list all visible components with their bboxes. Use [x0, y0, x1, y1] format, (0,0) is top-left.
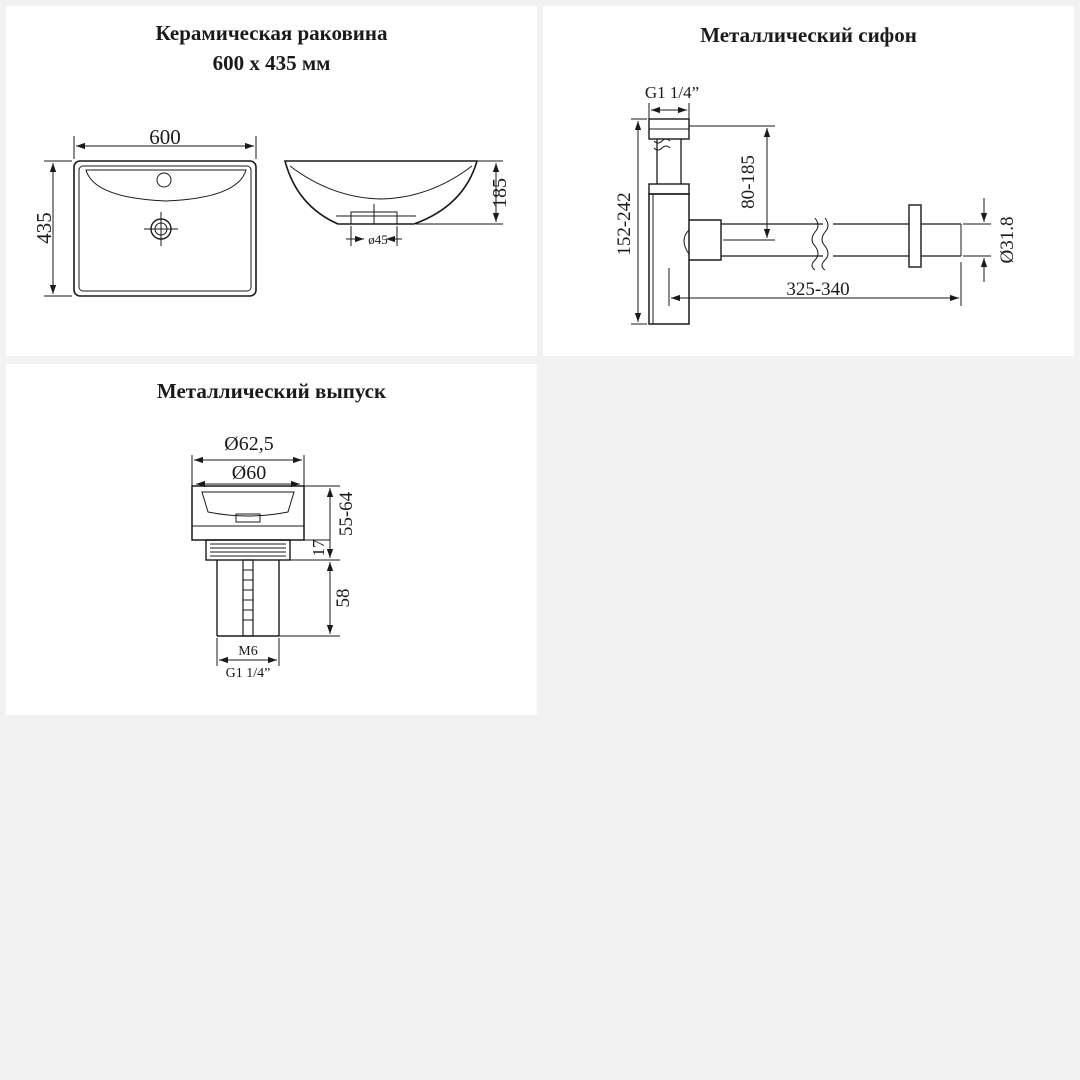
sink-width-dimension: [74, 125, 256, 159]
sink-drain-label: ø45: [368, 232, 388, 247]
sink-depth-label: 435: [32, 212, 56, 244]
siphon-height-label: 152-242: [614, 192, 635, 256]
sink-top-view: [74, 161, 256, 296]
siphon-inlet-label: 80-185: [738, 155, 759, 209]
siphon-height-dimension: [614, 119, 647, 324]
siphon-length-dimension: [669, 262, 961, 306]
siphon-pipe-dia-label: Ø31.8: [997, 216, 1018, 264]
sink-width-label: 600: [149, 125, 181, 149]
drain-outer-dia-label: Ø62,5: [224, 433, 274, 455]
sink-drain-dimension: [346, 226, 402, 247]
drain-flange-dimension: [290, 539, 340, 560]
siphon-pipe-dia-dimension: [963, 198, 1018, 282]
drain-length-label: 58: [333, 588, 354, 608]
drain-bottom-dimensions: [217, 638, 279, 681]
siphon-thread-label: G1 1/4”: [644, 83, 700, 102]
siphon-panel: [543, 6, 1074, 356]
drain-body: [192, 486, 304, 636]
drain-flange-label: 17: [309, 539, 328, 557]
siphon-inlet-dimension: [689, 126, 775, 240]
sink-height-dimension: [416, 161, 511, 224]
siphon-drawing: [543, 6, 1074, 356]
drain-panel: [6, 364, 537, 715]
siphon-title: Металлический сифон: [700, 23, 917, 47]
drain-thread-label: G1 1/4”: [225, 666, 271, 681]
sink-size-subtitle: 600 x 435 мм: [212, 51, 331, 75]
sink-title: Керамическая раковина: [155, 21, 388, 45]
drain-inner-dia-dimension: [196, 462, 300, 484]
siphon-length-label: 325-340: [786, 279, 850, 300]
sink-height-label: 185: [489, 178, 511, 208]
sink-side-view: [285, 161, 477, 224]
drain-drawing: [6, 364, 537, 715]
drain-bolt-label: M6: [238, 644, 258, 659]
drain-total-label: 55-64: [336, 491, 357, 537]
siphon-thread-dimension: [645, 83, 699, 119]
drain-inner-dia-label: Ø60: [231, 462, 267, 484]
sink-depth-dimension: [32, 161, 72, 296]
sink-panel: [6, 6, 537, 356]
drain-length-dimension: [279, 562, 354, 636]
drain-title: Металлический выпуск: [156, 379, 387, 403]
